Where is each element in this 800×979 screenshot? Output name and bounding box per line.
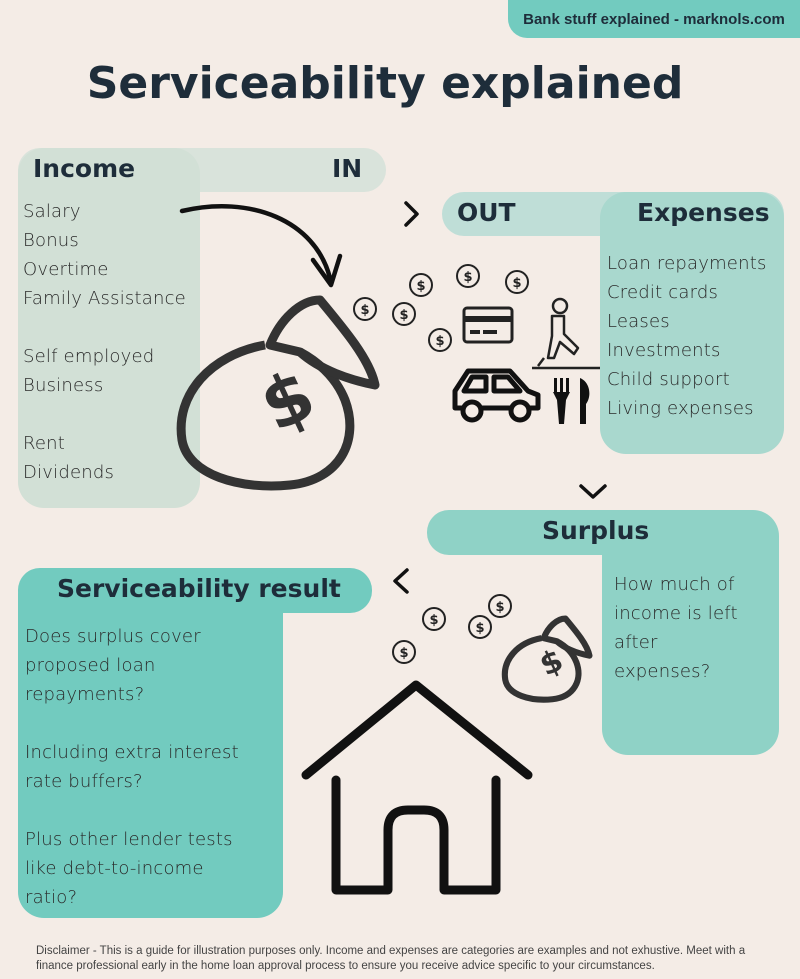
list-item: Living expenses — [607, 398, 754, 419]
text-line: proposed loan — [25, 655, 156, 676]
list-item: Credit cards — [607, 282, 719, 303]
list-item: Overtime — [23, 259, 109, 280]
income-label: Income — [33, 154, 136, 183]
svg-text:$: $ — [512, 276, 522, 291]
svg-text:$: $ — [416, 279, 426, 294]
surplus-text — [614, 570, 738, 686]
text-line: rate buffers? — [25, 771, 143, 792]
surplus-label: Surplus — [542, 516, 650, 545]
text-line: repayments? — [25, 684, 145, 705]
text-line: Does surplus cover — [25, 626, 201, 647]
text-line: How much of — [614, 574, 735, 595]
list-item: Rent — [23, 433, 66, 454]
svg-text:$: $ — [495, 600, 505, 615]
list-item: Self employed — [23, 346, 155, 367]
site-tag: Bank stuff explained - marknols.com — [508, 0, 800, 38]
income-in-label: IN — [332, 154, 363, 183]
text-line: expenses? — [614, 661, 711, 682]
svg-text:$: $ — [534, 642, 569, 684]
expenses-out-label: OUT — [457, 198, 516, 227]
chevron-down-icon — [578, 482, 610, 502]
svg-text:$: $ — [248, 353, 327, 449]
text-line: like debt-to-income — [25, 858, 204, 879]
list-item: Bonus — [23, 230, 79, 251]
car-icon — [450, 363, 542, 427]
svg-text:$: $ — [463, 270, 473, 285]
list-item: Investments — [607, 340, 721, 361]
text-spacer — [25, 796, 239, 825]
result-label: Serviceability result — [57, 574, 341, 603]
list-item: Salary — [23, 201, 81, 222]
svg-text:$: $ — [429, 613, 439, 628]
house-icon — [300, 680, 540, 900]
svg-text:$: $ — [475, 621, 485, 636]
credit-card-icon — [462, 306, 514, 346]
disclaimer: Disclaimer - This is a guide for illustration purposes only. Income and expenses are categories are examples and not exhustive. Meet with a finance professional early in the home loan approval process to ensure you receive advice specific to your circumstances. — [36, 945, 746, 972]
list-item: Dividends — [23, 462, 115, 483]
text-line: Including extra interest — [25, 742, 239, 763]
text-line: Plus other lender tests — [25, 829, 233, 850]
list-item: Leases — [607, 311, 670, 332]
svg-text:$: $ — [399, 308, 409, 323]
svg-text:$: $ — [435, 334, 445, 349]
text-spacer — [25, 709, 239, 738]
text-line: ratio? — [25, 887, 78, 908]
svg-text:$: $ — [399, 646, 409, 661]
svg-text:$: $ — [360, 303, 370, 318]
page-title: Serviceability explained — [86, 58, 684, 109]
list-item: Family Assistance — [23, 288, 186, 309]
list-item: Loan repayments — [607, 253, 767, 274]
chevron-left-icon — [390, 566, 412, 598]
text-line: after — [614, 632, 658, 653]
list-item: Business — [23, 375, 104, 396]
result-text — [25, 622, 239, 912]
expenses-label: Expenses — [637, 198, 770, 227]
cutlery-icon — [550, 376, 594, 426]
list-item: Child support — [607, 369, 730, 390]
text-line: income is left — [614, 603, 738, 624]
